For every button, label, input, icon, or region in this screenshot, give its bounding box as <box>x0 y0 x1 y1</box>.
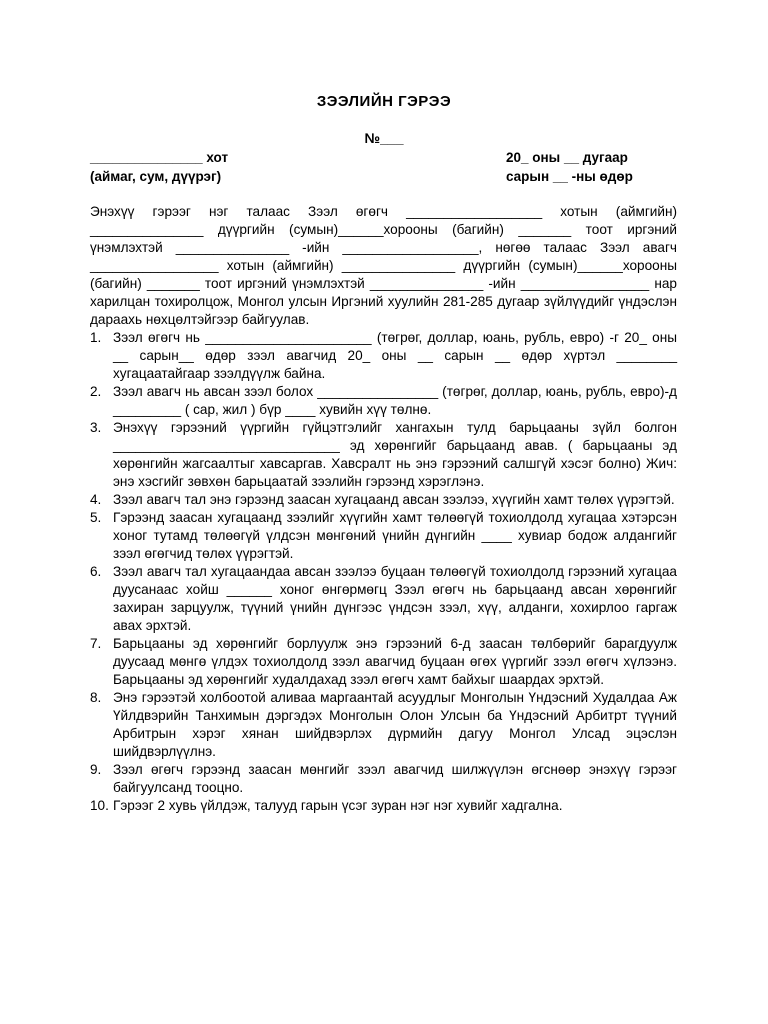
clause-item <box>90 761 677 797</box>
clause-number: 7. <box>90 636 102 651</box>
clause-item <box>90 491 677 509</box>
clause-text: Барьцааны эд хөрөнгийг борлуулж энэ гэрээний 6-д заасан төлбөрийг барагдуулж дуусаад мөнгө үлдэх тохиолдолд зээл авагчид буцаан өгөх үүргийг зээл өгөгч хүлээнэ. Барьцааны эд хөрөнгийг худалдахад зээл өгөгч хамт байхыг шаардах эрхтэй. <box>113 636 677 687</box>
clause-number: 5. <box>90 510 102 525</box>
intro-paragraph: Энэхүү гэрээг нэг талаас Зээл өгөгч __________________ хотын (аймгийн) _______________ дүүргийн (сумын)______хорооны (багийн) _______ тоот иргэний үнэмлэхтэй _______________ -ийн __________________, нөгөө талаас Зээл авагч _________________ хотын (аймгийн) _______________ дүүргийн (сумын)______хорооны (багийн) _______ тоот иргэний үнэмлэхтэй _______________ -ийн _________________ нар харилцан тохиролцож, Монгол улсын Иргэний хуулийн 281-285 дугаар зүйлүүдийг үндэслэн дараахь нөхцөлтэйгээр байгуулав. <box>90 204 677 327</box>
document-number: №___ <box>364 130 404 146</box>
clause-item <box>90 383 677 419</box>
clause-number: 9. <box>90 762 102 777</box>
clause-item <box>90 563 677 635</box>
clause-item <box>90 689 677 761</box>
clause-number: 10. <box>90 798 109 813</box>
clause-number: 3. <box>90 420 102 435</box>
clause-text: Гэрээг 2 хувь үйлдэж, талууд гарын үсэг зуран нэг нэг хувийг хадгална. <box>113 798 563 813</box>
clause-text: Зээл авагч тал хугацаандаа авсан зээлээ буцаан төлөөгүй тохиолдолд гэрээний хугацаа дуусанаас хойш ______ хоног өнгөрмөгц Зээл өгөгч нь барьцаанд авсан хөрөнгийг захиран зарцуулж, түүний үнийн дүнгээс үндсэн зээл, хүү, алданги, хохирлоо гаргаж авах эрхтэй. <box>113 564 677 633</box>
clause-item <box>90 635 677 689</box>
clause-item <box>90 419 677 491</box>
document-title: ЗЭЭЛИЙН ГЭРЭЭ <box>316 93 452 110</box>
city-line: _______________ хот <box>90 150 229 165</box>
clause-item <box>90 509 677 563</box>
clause-number: 4. <box>90 492 102 507</box>
clause-item <box>90 329 677 383</box>
clause-text: Энэхүү гэрээний үүргийн гүйцэтгэлийг хангахын тулд барьцааны зүйл болгон ______________________________ эд хөрөнгийг барьцаанд авав. ( барьцааны эд хөрөнгийн жагсаалтыг хавсаргав. Хавсралт нь энэ гэрээний салшгүй хэсэг болно) Жич: энэ хэсгийг зөвхөн барьцаатай зээлийн гэрээнд хэрэглэнэ. <box>113 420 677 489</box>
clause-number: 1. <box>90 330 102 345</box>
date-line-1: 20_ оны __ дугаар <box>506 150 628 165</box>
contract-body <box>90 203 677 815</box>
date-line-2: сарын __ -ны өдөр <box>506 169 633 184</box>
clause-list <box>90 329 677 815</box>
clause-text: Зээл авагч тал энэ гэрээнд заасан хугацаанд авсан зээлээ, хүүгийн хамт төлөх үүрэгтэй. <box>113 492 675 507</box>
clause-number: 6. <box>90 564 102 579</box>
clause-number: 8. <box>90 690 102 705</box>
clause-text: Зээл өгөгч гэрээнд заасан мөнгийг зээл авагчид шилжүүлэн өгснөөр энэхүү гэрээг байгуулсанд тооцно. <box>113 762 677 795</box>
clause-item <box>90 797 677 815</box>
clause-number: 2. <box>90 384 102 399</box>
clause-text: Зээл авагч нь авсан зээл болох ________________ (төгрөг, доллар, юань, рубль, евро)-д _________ ( сар, жил ) бүр ____ хувийн хүү төлнө. <box>113 384 677 417</box>
clause-text: Зээл өгөгч нь ______________________ (төгрөг, доллар, юань, рубль, евро) -г 20_ оны __ сарын__ өдөр зээл авагчид 20_ оны __ сарын __ өдөр хүртэл ________ хугацаатайгаар зээлдүүлж байна. <box>113 330 677 381</box>
region-line: (аймаг, сум, дүүрэг) <box>90 169 222 184</box>
clause-text: Гэрээнд заасан хугацаанд зээлийг хүүгийн хамт төлөөгүй тохиолдолд хугацаа хэтэрсэн хоног тутамд төлөөгүй үлдсэн мөнгөний үнийн дүнгийн ____ хувиар бодож алдангийг зээл өгөгчид төлөх үүрэгтэй. <box>113 510 677 561</box>
clause-text: Энэ гэрээтэй холбоотой аливаа маргаантай асуудлыг Монголын Үндэсний Худалдаа Аж Үйлдвэрийн Танхимын дэргэдэх Монголын Олон Улсын ба Үндэсний Арбитрт түүний Арбитрын хэрэг хянан шийдвэрлэх дүрмийн дагуу Монгол Улсад эцэслэн шийдвэрлүүлнэ. <box>113 690 677 759</box>
